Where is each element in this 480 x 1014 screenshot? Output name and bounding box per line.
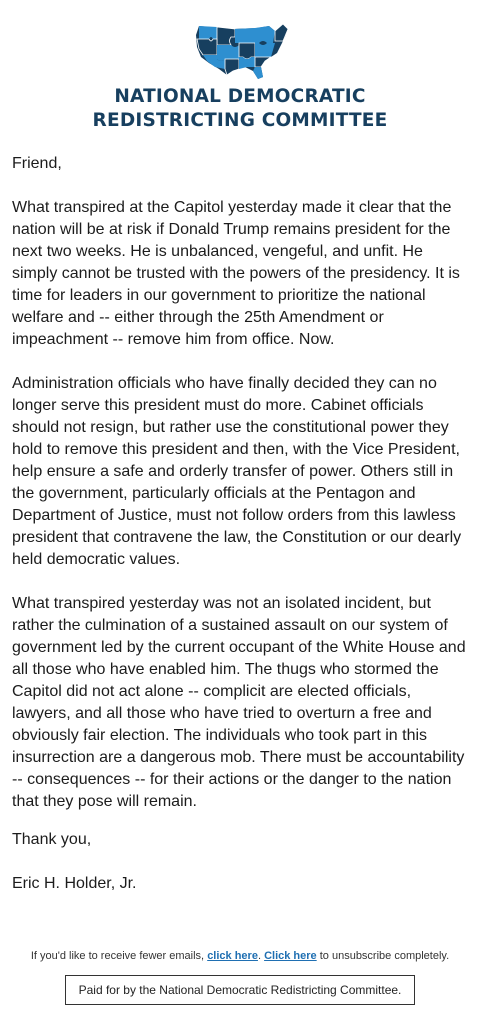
letter-paragraph-1: What transpired at the Capitol yesterday made it clear that the nation will be at risk if Donald Trump remains president for the next two weeks. He is unbalanced, vengeful, and unfit. He simply cannot be trusted with the powers of the presidency. It is time for leaders in our government to prioritize the national welfare and -- either through the 25th Amendment or impeachment -- remove him from office. Now.: [12, 199, 460, 348]
closing: Thank you,: [12, 831, 92, 848]
note-middle: .: [257, 950, 262, 962]
us-map-puzzle-icon: [195, 23, 289, 80]
fewer-emails-link[interactable]: click here: [207, 950, 258, 962]
letter-paragraph-3: What transpired yesterday was not an isolated incident, but rather the culmination of a sustained assault on our system of government led by the current occupant of the White House and all those who have enabled him. The thugs who stormed the Capitol did not act alone -- complicit are elected officials, lawyers, and all those who have tried to overturn a free and obviously fair election. The individuals who took part in this insurrection are a dangerous mob. There must be accountability -- consequences -- for their actions or the danger to the nation that they pose will remain.: [12, 595, 466, 810]
unsubscribe-link[interactable]: Click here: [264, 950, 317, 962]
letter-paragraph-2: Administration officials who have finally decided they can no longer serve this president must do more. Cabinet officials should not resign, but rather use the constitutional power they hold to remove this president and then, with the Vice President, help ensure a safe and orderly transfer of power. Others still in the government, particularly officials at the Pentagon and Department of Justice, must not follow orders from this lawless president that contravene the law, the Constitution or our dearly held democratic values.: [12, 375, 462, 568]
note-suffix: to unsubscribe completely.: [319, 950, 450, 962]
greeting: Friend,: [12, 155, 62, 172]
org-name-line-1: NATIONAL DEMOCRATIC: [114, 86, 366, 107]
email-preferences-note: [0, 950, 480, 962]
org-name-line-2: REDISTRICTING COMMITTEE: [92, 110, 388, 131]
paid-for-disclaimer: Paid for by the National Democratic Redistricting Committee.: [65, 975, 415, 1005]
note-prefix: If you'd like to receive fewer emails,: [30, 950, 205, 962]
signature: Eric H. Holder, Jr.: [12, 875, 137, 892]
